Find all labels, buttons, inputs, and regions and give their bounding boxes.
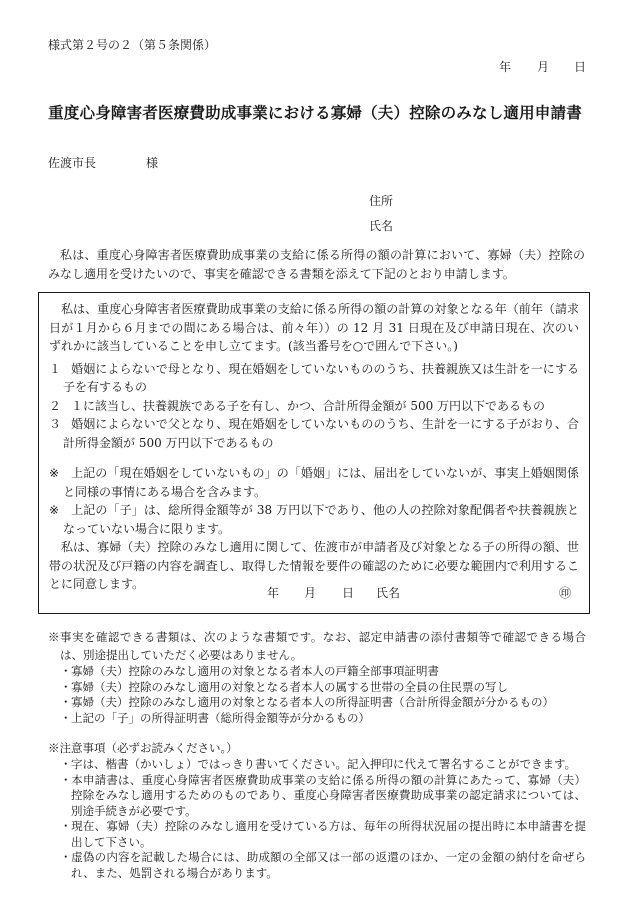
declaration-note bbox=[49, 464, 579, 501]
applicant-address-label: 住所 bbox=[369, 194, 394, 208]
bullet: ・ bbox=[60, 819, 72, 833]
list-item bbox=[60, 695, 586, 711]
footnotes bbox=[48, 628, 586, 881]
document-item-text: 寡婦（夫）控除のみなし適用の対象となる者本人の属する世帯の全員の住民票の写し bbox=[71, 679, 508, 694]
documents-heading: ※事実を確認できる書類は、次のような書類です。なお、認定申請書の添付書類等で確認できる場合は、別途提出していただく必要はありません。 bbox=[48, 630, 586, 662]
item-number: １ bbox=[49, 361, 62, 376]
note-mark: ※ bbox=[49, 466, 60, 480]
bullet: ・ bbox=[60, 679, 72, 694]
note-text: 上記の「子」は、総所得金額等が 38 万円以下であり、他の人の控除対象配偶者や扶養親族となっていない場合に限ります。 bbox=[63, 503, 579, 536]
sign-year-label: 年 bbox=[267, 586, 280, 600]
caution-item-text: 本申請書は、重度心身障害者医療費助成事業の支給に係る所得の額の計算にあたって、寡婦（夫）控除をみなし適用するためのものであり、重度心身障害者医療費助成事業の認定請求については、別途手続きが必要です。 bbox=[71, 772, 586, 818]
cautions-heading: ※注意事項（必ずお読みください。） bbox=[48, 741, 238, 755]
list-item bbox=[60, 773, 586, 820]
declaration-box bbox=[38, 292, 590, 614]
caution-item-text: 字は、楷書（かいしょ）ではっきり書いてください。記入押印に代えて署名することができます。 bbox=[71, 757, 577, 771]
item-number: ３ bbox=[49, 417, 62, 431]
bullet: ・ bbox=[60, 664, 72, 678]
item-text: １に該当し、扶養親族である子を有し、かつ、合計所得金額が 500 万円以下であるもの bbox=[71, 398, 546, 413]
cautions-list bbox=[60, 757, 586, 881]
documents-list bbox=[60, 664, 586, 726]
intro-paragraph: 私は、重度心身障害者医療費助成事業の支給に係る所得の額の計算において、寡婦（夫）控除のみなし適用を受けたいので、事実を確認できる書類を添えて下記のとおり申請します。 bbox=[48, 248, 585, 281]
list-item bbox=[60, 711, 586, 727]
document-item-text: 寡婦（夫）控除のみなし適用の対象となる者本人の所得証明書（合計所得金額が分かるもの） bbox=[71, 695, 554, 709]
date-year-label: 年 bbox=[499, 60, 512, 74]
document-item-text: 上記の「子」の所得証明書（総所得金額等が分かるもの） bbox=[71, 710, 370, 725]
note-text: 上記の「現在婚姻をしていないもの」の「婚姻」には、届出をしていないが、事実上婚姻関係と同様の事情にある場合を含みます。 bbox=[63, 466, 579, 499]
seal-mark: ㊞ bbox=[559, 586, 572, 600]
bullet: ・ bbox=[60, 757, 72, 771]
form-number: 様式第２号の２（第５条関係） bbox=[48, 38, 217, 52]
list-item bbox=[60, 850, 586, 881]
declaration-note bbox=[49, 501, 579, 538]
declaration-notes bbox=[49, 464, 579, 538]
declaration-item bbox=[49, 415, 579, 452]
item-text: 婚姻によらないで父となり、現在婚姻をしていないもののうち、生計を一にする子がおり、合計所得金額が 500 万円以下であるもの bbox=[63, 417, 579, 450]
note-mark: ※ bbox=[49, 503, 60, 517]
sign-month-label: 月 bbox=[304, 586, 317, 600]
document-title: 重度心身障害者医療費助成事業における寡婦（夫）控除のみなし適用申請書 bbox=[48, 103, 582, 122]
list-item bbox=[60, 664, 586, 680]
item-text: 婚姻によらないで母となり、現在婚姻をしていないもののうち、扶養親族又は生計を一にする子を有するもの bbox=[63, 361, 579, 394]
bullet: ・ bbox=[60, 710, 72, 725]
bullet: ・ bbox=[60, 850, 72, 864]
sign-day-label: 日 bbox=[342, 586, 355, 600]
list-item bbox=[60, 757, 586, 773]
date-month-label: 月 bbox=[537, 60, 550, 74]
declaration-item bbox=[49, 360, 579, 397]
declaration-items bbox=[49, 360, 579, 453]
bullet: ・ bbox=[60, 695, 72, 709]
caution-item-text: 現在、寡婦（夫）控除のみなし適用を受けている方は、毎年の所得状況届の提出時に本申請書を提出して下さい。 bbox=[71, 819, 586, 849]
applicant-name-label: 氏名 bbox=[369, 219, 394, 233]
item-number: ２ bbox=[49, 398, 62, 413]
declaration-statement: 私は、重度心身障害者医療費助成事業の支給に係る所得の額の計算の対象となる年（前年（請求日が１月から６月までの間にある場合は、前々年））の 12 月 31 日現在及び申請日現在、次のいずれかに該当していることを申し立てます。(該当番号を○で囲んで下さい。) bbox=[49, 302, 579, 353]
sign-name-label: 氏名 bbox=[376, 586, 401, 600]
list-item bbox=[60, 819, 586, 850]
caution-item-text: 虚偽の内容を記載した場合には、助成額の全部又は一部の返還のほか、一定の金額の納付を命ぜられ、また、処罰される場合があります。 bbox=[71, 850, 586, 880]
addressee-name: 佐渡市長 bbox=[48, 156, 97, 170]
consent-paragraph: 私は、寡婦（夫）控除のみなし適用に関して、佐渡市が申請者及び対象となる子の所得の額、世帯の状況及び戸籍の内容を調査し、取得した情報を要件の確認のために必要な範囲内で利用することに同意します。 bbox=[49, 540, 579, 591]
addressee-honorific: 様 bbox=[146, 156, 159, 170]
addressee bbox=[48, 154, 158, 171]
document-item-text: 寡婦（夫）控除のみなし適用の対象となる者本人の戸籍全部事項証明書 bbox=[71, 664, 439, 678]
list-item bbox=[60, 680, 586, 696]
bullet: ・ bbox=[60, 772, 72, 787]
declaration-item bbox=[49, 397, 579, 416]
date-day-label: 日 bbox=[574, 60, 587, 74]
